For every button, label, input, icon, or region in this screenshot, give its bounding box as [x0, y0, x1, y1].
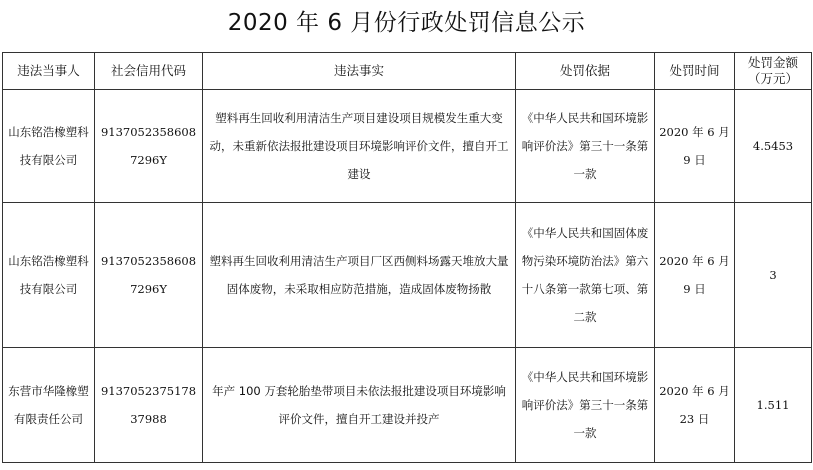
header-penalty-time: 处罚时间 [655, 53, 735, 90]
penalty-amount-cell: 1.511 [735, 348, 812, 463]
violation-fact-cell: 年产 100 万套轮胎垫带项目未依法报批建设项目环境影响评价文件，擅自开工建设并投产 [203, 348, 516, 463]
table-row [3, 348, 812, 463]
table-header-row [3, 53, 812, 90]
penalty-basis-cell: 《中华人民共和国固体废物污染环境防治法》第六十八条第一款第七项、第二款 [516, 203, 655, 348]
table-row [3, 90, 812, 203]
penalty-amount-cell: 4.5453 [735, 90, 812, 203]
credit-code-cell: 91370523586087296Y [95, 90, 203, 203]
header-credit-code: 社会信用代码 [95, 53, 203, 90]
header-penalty-amount: 处罚金额（万元） [735, 53, 812, 90]
penalty-amount-cell: 3 [735, 203, 812, 348]
party-cell: 山东铭浩橡塑科技有限公司 [3, 90, 95, 203]
page-title: 2020 年 6 月份行政处罚信息公示 [227, 10, 586, 36]
penalty-basis-cell: 《中华人民共和国环境影响评价法》第三十一条第一款 [516, 348, 655, 463]
credit-code-cell: 91370523586087296Y [95, 203, 203, 348]
header-violation-fact: 违法事实 [203, 53, 516, 90]
penalty-time-cell: 2020 年 6 月 9 日 [655, 203, 735, 348]
party-cell: 山东铭浩橡塑科技有限公司 [3, 203, 95, 348]
penalty-time-cell: 2020 年 6 月 23 日 [655, 348, 735, 463]
table-row [3, 203, 812, 348]
party-cell: 东营市华隆橡塑有限责任公司 [3, 348, 95, 463]
penalty-basis-cell: 《中华人民共和国环境影响评价法》第三十一条第一款 [516, 90, 655, 203]
penalty-time-cell: 2020 年 6 月 9 日 [655, 90, 735, 203]
penalty-table [2, 52, 812, 463]
violation-fact-cell: 塑料再生回收利用清洁生产项目建设项目规模发生重大变动，未重新依法报批建设项目环境影响评价文件，擅自开工建设 [203, 90, 516, 203]
credit-code-cell: 913705237517837988 [95, 348, 203, 463]
header-party: 违法当事人 [3, 53, 95, 90]
header-penalty-basis: 处罚依据 [516, 53, 655, 90]
violation-fact-cell: 塑料再生回收利用清洁生产项目厂区西侧料场露天堆放大量固体废物，未采取相应防范措施，造成固体废物扬散 [203, 203, 516, 348]
